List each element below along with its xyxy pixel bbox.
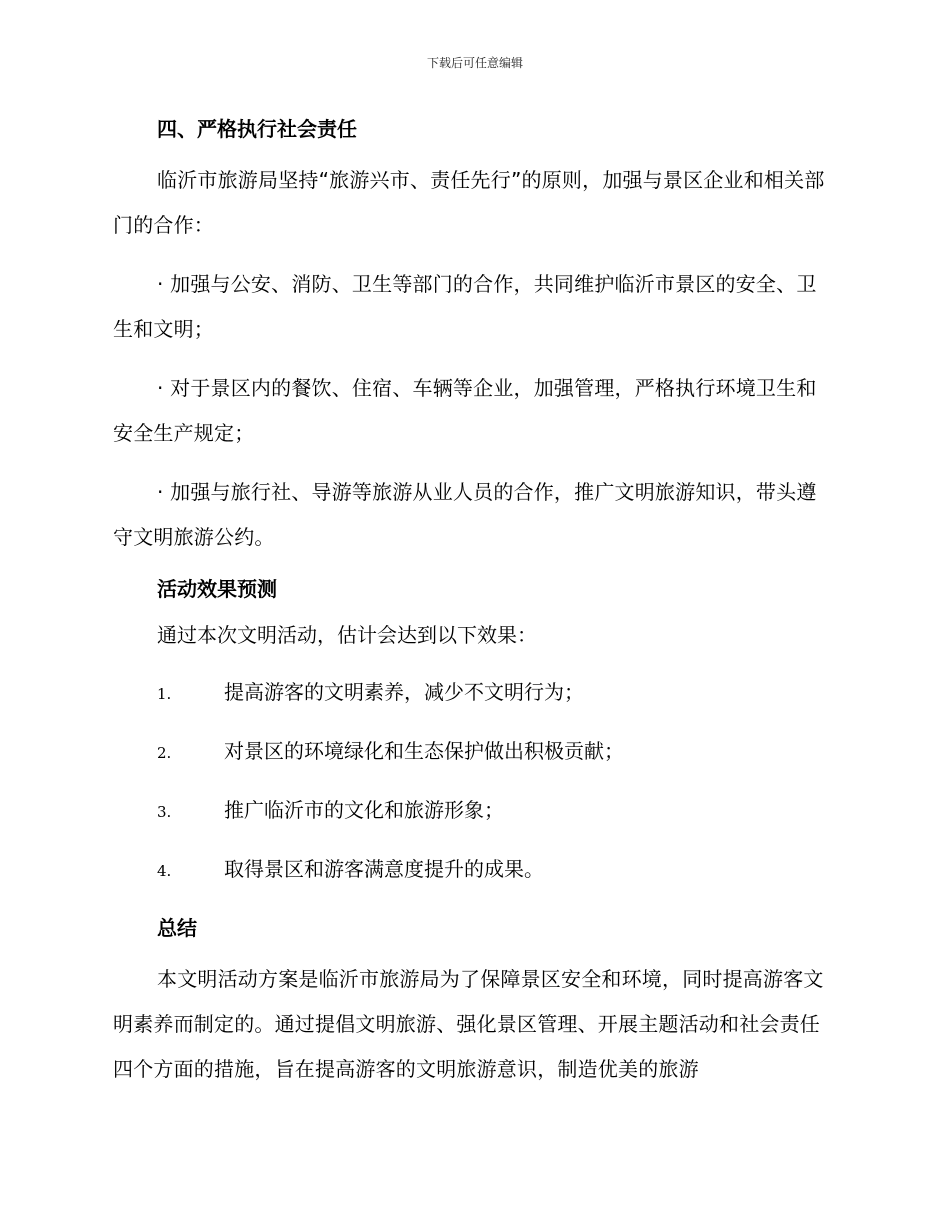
- section-heading-social-responsibility: 四、严格执行社会责任: [157, 117, 357, 141]
- document-body: [113, 112, 833, 1106]
- effects-intro: [113, 618, 833, 652]
- list-number: 2.: [157, 744, 172, 762]
- effects-intro-text: 通过本次文明活动，估计会达到以下效果：: [157, 623, 537, 647]
- bullet-paragraph: · 加强与旅行社、导游等旅游从业人员的合作，推广文明旅游知识，带头遵守文明旅游公约。: [113, 480, 817, 549]
- section-heading-summary: 总结: [157, 916, 197, 940]
- page-header: 下载后可任意编辑: [426, 56, 523, 70]
- list-number: 3.: [157, 803, 172, 821]
- list-item-text: 对景区的环境绿化和生态保护做出积极贡献；: [224, 739, 624, 763]
- section-heading-effects: 活动效果预测: [157, 577, 277, 601]
- list-item-text: 提高游客的文明素养，减少不文明行为；: [224, 680, 584, 704]
- list-number: 1.: [157, 685, 172, 703]
- bullet-paragraph: · 加强与公安、消防、卫生等部门的合作，共同维护临沂市景区的安全、卫生和文明；: [113, 272, 817, 341]
- section-intro-paragraph: 临沂市旅游局坚持“旅游兴市、责任先行”的原则，加强与景区企业和相关部门的合作：: [113, 168, 825, 237]
- list-item-text: 推广临沂市的文化和旅游形象；: [224, 798, 504, 822]
- bullet-paragraph: · 对于景区内的餐饮、住宿、车辆等企业，加强管理，严格执行环境卫生和安全生产规定；: [113, 376, 817, 445]
- numbered-list-item: [113, 852, 833, 888]
- numbered-list-item: [113, 734, 833, 770]
- list-item-text: 取得景区和游客满意度提升的成果。: [224, 857, 544, 881]
- summary-paragraph: 本文明活动方案是临沂市旅游局为了保障景区安全和环境，同时提高游客文明素养而制定的。通过提倡文明旅游、强化景区管理、开展主题活动和社会责任四个方面的措施，旨在提高游客的文明旅游意识，制造优美的旅游: [113, 967, 824, 1081]
- numbered-list-item: [113, 675, 833, 711]
- list-number: 4.: [157, 862, 172, 880]
- numbered-list-item: [113, 793, 833, 829]
